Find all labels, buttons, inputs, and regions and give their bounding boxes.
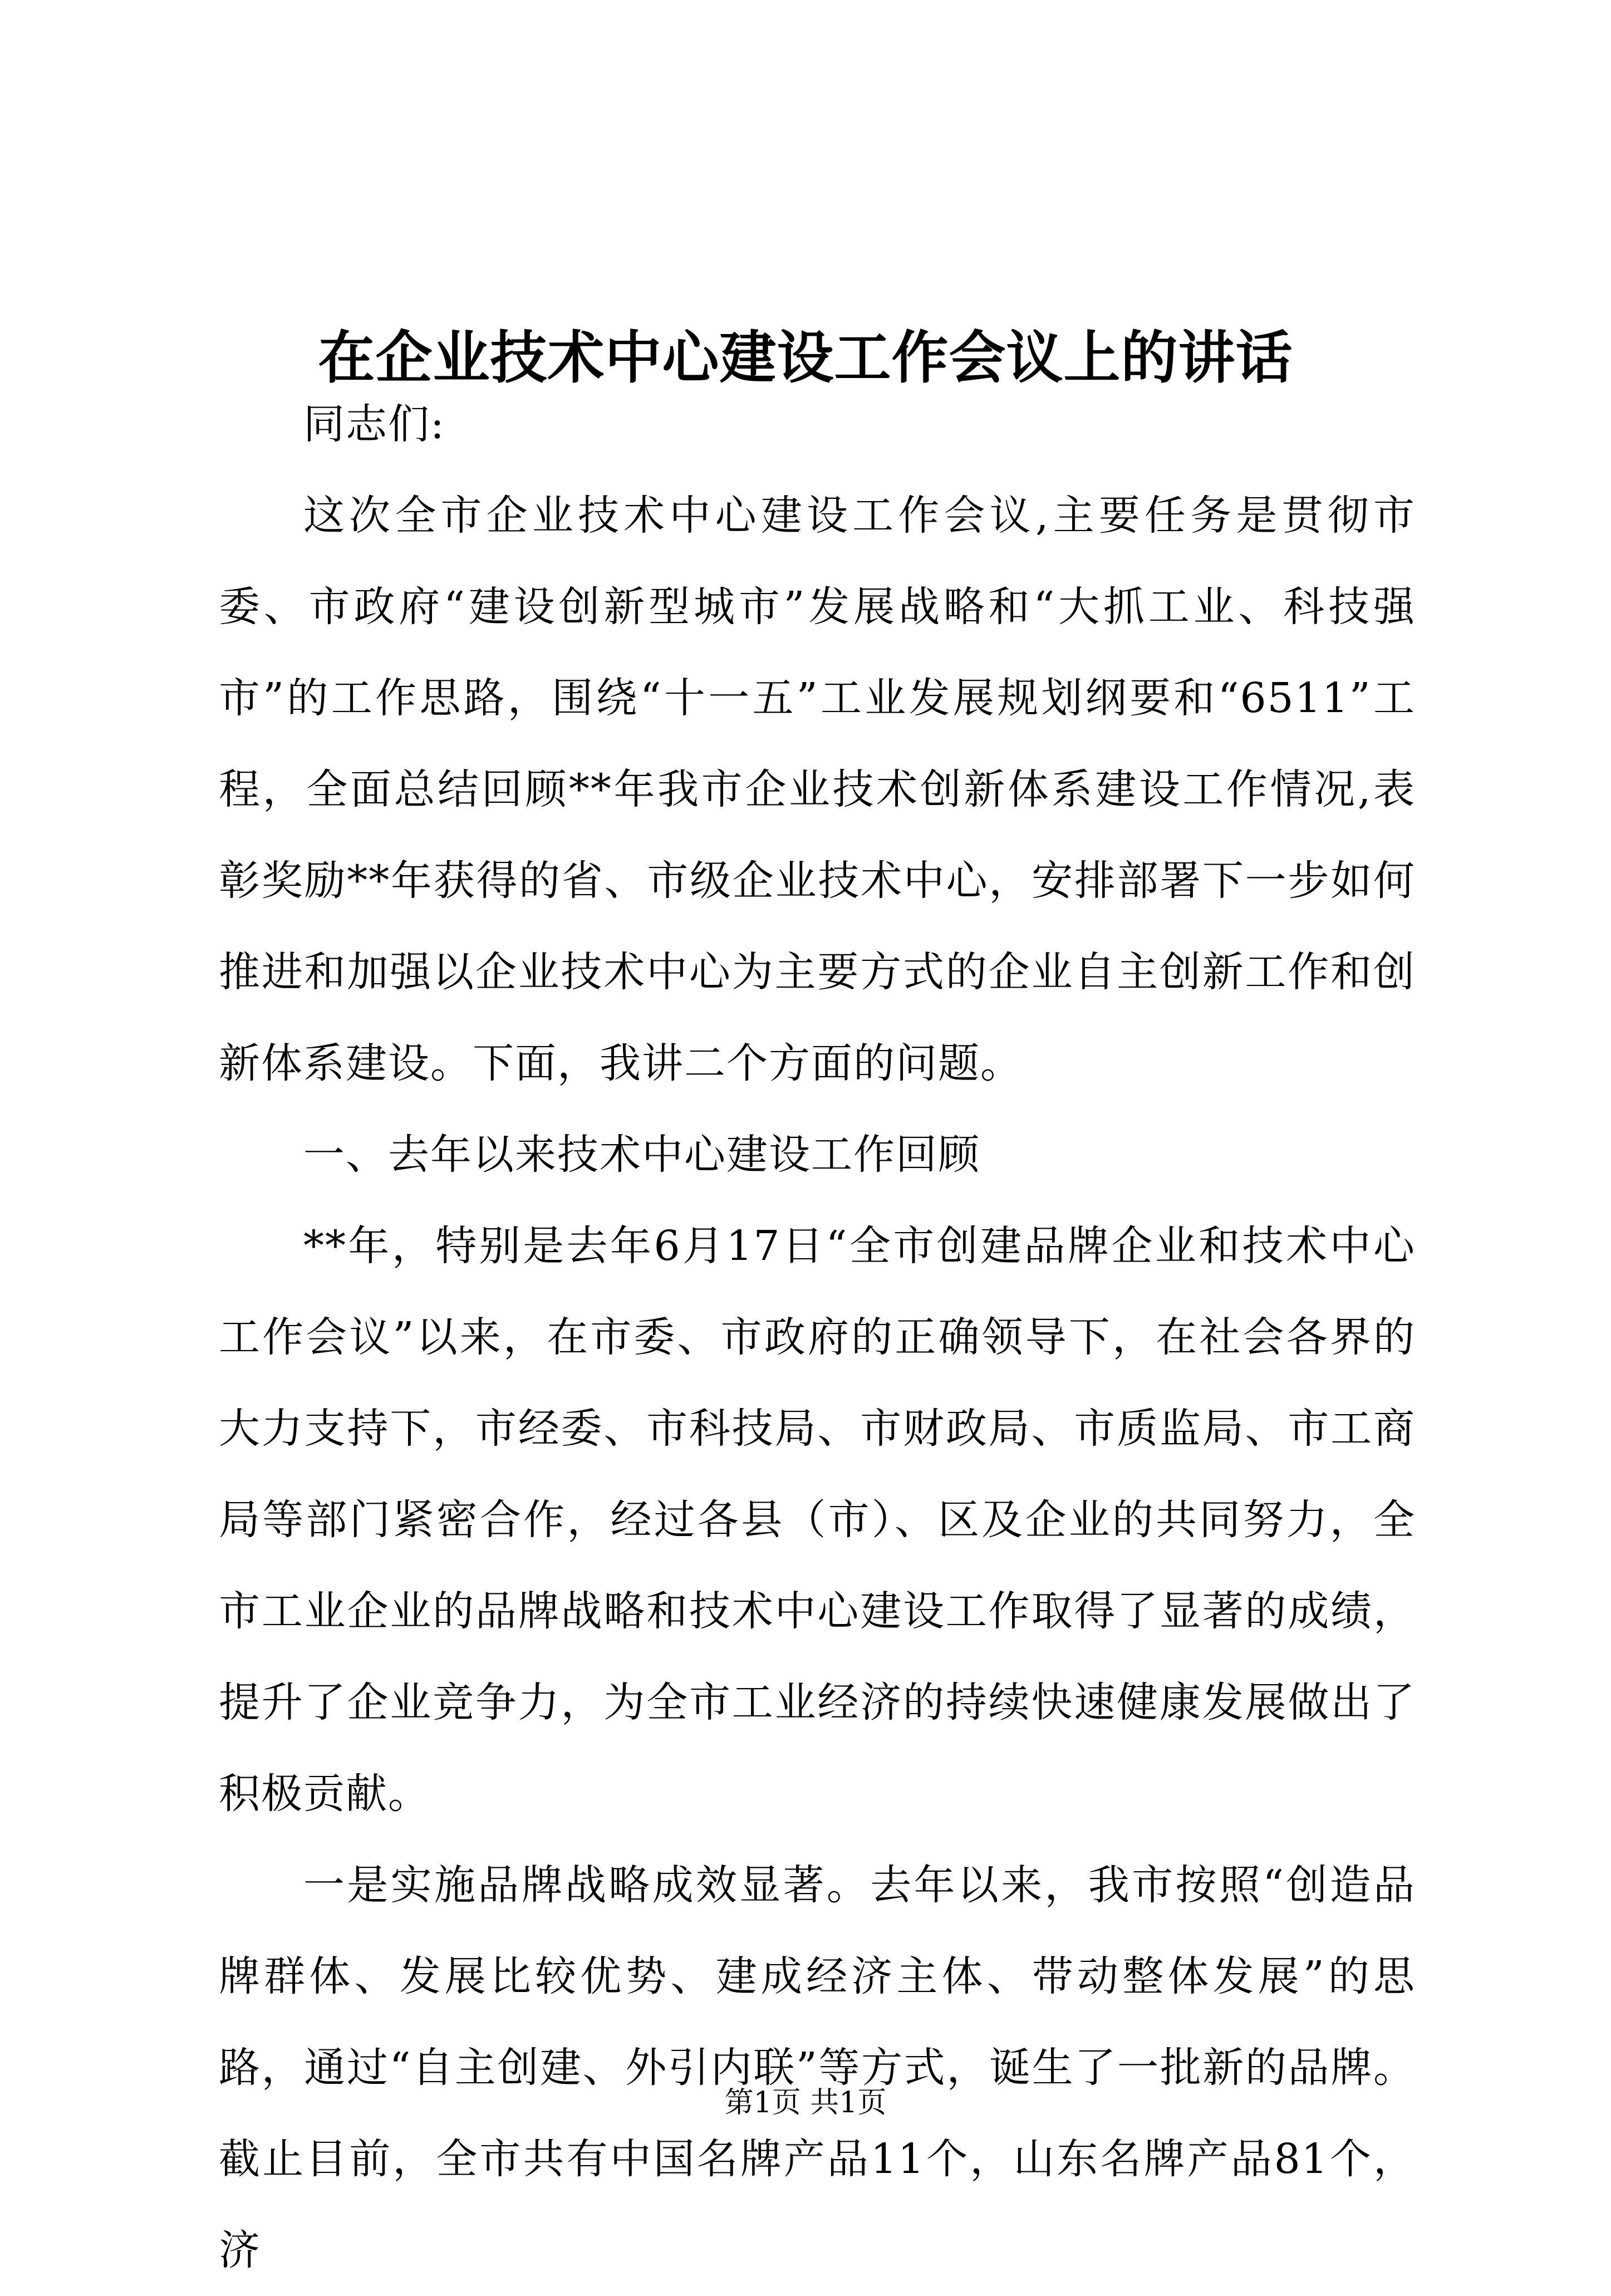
paragraph-brand-strategy: 一是实施品牌战略成效显著。去年以来，我市按照“创造品牌群体、发展比较优势、建成经济主体、带动整体发展”的思路，通过“自主创建、外引内联”等方式，诞生了一批新的品牌。截止目前，全市共有中国名牌产品11个，山东名牌产品81个，济 — [219, 1861, 1416, 2274]
paragraph-review: **年，特别是去年6月17日“全市创建品牌企业和技术中心工作会议”以来，在市委、市政府的正确领导下，在社会各界的大力支持下，市经委、市科技局、市财政局、市质监局、市工商局等部门紧密合作，经过各县（市）、区及企业的共同努力，全市工业企业的品牌战略和技术中心建设工作取得了显著的成绩，提升了企业竞争力，为全市工业经济的持续快速健康发展做出了积极贡献。 — [219, 1222, 1416, 1818]
document-body — [219, 379, 1416, 2296]
page-footer: 第1页 共1页 — [724, 2086, 887, 2120]
paragraph-intro: 这次全市企业技术中心建设工作会议,主要任务是贯彻市委、市政府“建设创新型城市”发展战略和“大抓工业、科技强市”的工作思路，围绕“十一五”工业发展规划纲要和“6511”工程，全面总结回顾**年我市企业技术创新体系建设工作情况,表彰奖励**年获得的省、市级企业技术中心，安排部署下一步如何推进和加强以企业技术中心为主要方式的企业自主创新工作和创新体系建设。下面，我讲二个方面的问题。 — [219, 492, 1416, 1087]
page-title: 在企业技术中心建设工作会议上的讲话 — [318, 325, 1293, 392]
salutation: 同志们: — [303, 400, 445, 448]
section-heading: 一、去年以来技术中心建设工作回顾 — [303, 1131, 980, 1179]
